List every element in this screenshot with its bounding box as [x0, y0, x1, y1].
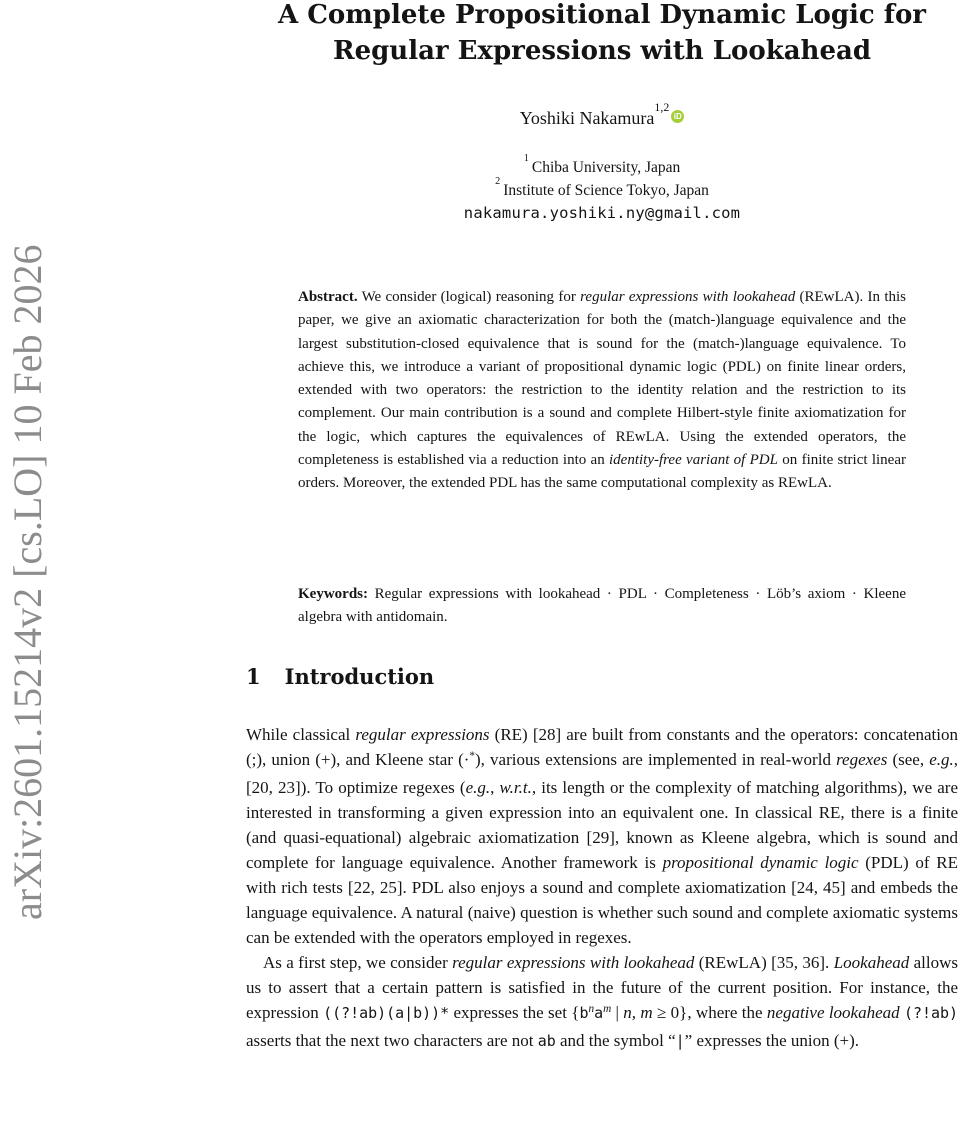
affiliation-2-name: Institute of Science Tokyo, Japan — [503, 182, 709, 199]
affiliation-1-marker: 1 — [523, 152, 529, 164]
author-email: nakamura.yoshiki.ny@gmail.com — [463, 204, 741, 222]
affiliation-1 — [246, 152, 958, 179]
author-name: Yoshiki Nakamura — [519, 108, 655, 128]
paper-title-line2: Regular Expressions with Lookahead — [332, 36, 872, 66]
arxiv-watermark: arXiv:2601.15214v2 [cs.LO] 10 Feb 2026 — [5, 244, 50, 921]
paper-title-line1: A Complete Propositional Dynamic Logic for — [278, 0, 926, 30]
affiliations — [246, 152, 958, 225]
author-line — [246, 100, 958, 129]
affiliation-1-name: Chiba University, Japan — [531, 159, 681, 176]
introduction-body — [246, 722, 958, 1054]
section-number: 1 — [246, 664, 261, 689]
paper-title — [246, 0, 958, 69]
section-heading-introduction — [246, 664, 958, 689]
affiliation-2-marker: 2 — [495, 175, 501, 187]
section-title: Introduction — [284, 664, 435, 689]
intro-paragraph-1: While classical regular expressions (RE) [28] are built from constants and the operators: concatenation (;), union (+), and Kleene star (·*), various extensions are implemented in real-world regexes (see, e.g., [20, 23]). To optimize regexes (e.g., w.r.t., its length or the complexity of matching algorithms), we are interested in transforming a given expression into an equivalent one. In classical RE, there is a finite (and quasi-equational) algebraic axiomatization [29], known as Kleene algebra, which is sound and complete for language equivalence. Another framework is propositional dynamic logic (PDL) of RE with rich tests [22, 25]. PDL also enjoys a sound and complete axiomatization [24, 45] and embeds the language equivalence. A natural (naive) question is whether such sound and complete axiomatic systems can be extended with the operators employed in regexes. — [246, 725, 959, 947]
abstract: Abstract. We consider (logical) reasoning for regular expressions with lookahead (REwLA). In this paper, we give an axiomatic characterization for both the (match-)language equivalence and the largest substitution-closed equivalence that is sound for the (match-)language equivalence. To achieve this, we introduce a variant of propositional dynamic logic (PDL) on finite linear orders, extended with two operators: the restriction to the identity relation and the restriction to its complement. Our main contribution is a sound and complete Hilbert-style finite axiomatization for the logic, which captures the equivalences of REwLA. Using the extended operators, the completeness is established via a reduction into an identity-free variant of PDL on finite strict linear orders. Moreover, the extended PDL has the same computational complexity as REwLA. — [298, 289, 907, 492]
orcid-icon[interactable]: iD — [671, 110, 684, 123]
keywords: Keywords: Regular expressions with lookahead · PDL · Completeness · Löb’s axiom · Kleene algebra with antidomain. — [298, 586, 906, 626]
affiliation-2 — [246, 175, 958, 202]
author-affiliation-marks: 1,2 — [654, 100, 670, 115]
intro-paragraph-2: As a first step, we consider regular expressions with lookahead (REwLA) [35, 36]. Lookahead allows us to assert that a certain pattern is satisfied in the future of the current position. For instance, the expression ((?!ab)(a|b))* expresses the set {$b^na^m$ | n, m ≥ 0}, where the negative lookahead (?!ab) asserts that the next two characters are not ab and the symbol “|” expresses the union (+). — [246, 953, 959, 1050]
